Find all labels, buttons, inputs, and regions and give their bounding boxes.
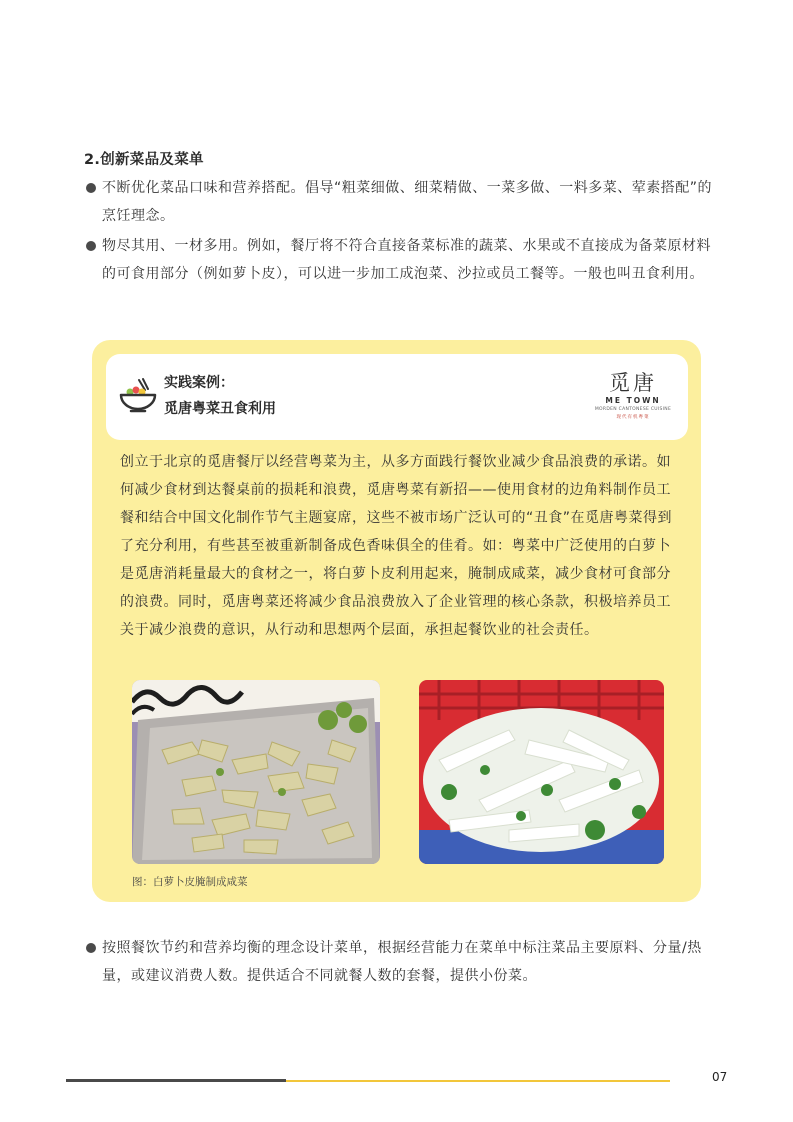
logo-sub: MORDEN CANTONESE CUISINE (594, 407, 672, 412)
footer-rule-gold (286, 1080, 670, 1082)
bullet-list-bottom (84, 934, 714, 990)
logo-en: ME TOWN (605, 396, 661, 405)
case-label-prefix: 实践案例： (164, 375, 234, 391)
logo-cn: 觅唐 (609, 371, 657, 395)
bullet-dot-icon (86, 943, 96, 953)
list-item (84, 232, 714, 288)
case-body-text: 创立于北京的觅唐餐厅以经营粤菜为主，从多方面践行餐饮业减少食品浪费的承诺。如何减少食材到达餐桌前的损耗和浪费，觅唐粤菜有新招——使用食材的边角料制作员工餐和结合中国文化制作节气主题宴席，这些不被市场广泛认可的“丑食”在觅唐粤菜得到了充分利用，有些甚至被重新制备成色香味俱全的佳肴。如：粤菜中广泛使用的白萝卜是觅唐消耗量最大的食材之一，将白萝卜皮利用起来，腌制成咸菜，减少食材可食部分的浪费。同时，觅唐粤菜还将减少食品浪费放入了企业管理的核心条款，积极培养员工关于减少浪费的意识，从行动和思想两个层面，承担起餐饮业的社会责任。 (120, 454, 673, 638)
case-label (164, 370, 276, 422)
photo-radish-basket (419, 680, 664, 864)
case-header (106, 354, 688, 440)
section-title: 2.创新菜品及菜单 (84, 152, 204, 168)
logo-tag: 现代有机粤菜 (616, 415, 650, 420)
photo-caption: 图：白萝卜皮腌制成咸菜 (132, 876, 248, 888)
list-item (84, 174, 714, 230)
footer-rule-dark (66, 1079, 286, 1082)
list-item (84, 934, 714, 990)
page-number: 07 (712, 1070, 728, 1084)
bullet-list-top (84, 174, 714, 288)
bowl-icon (118, 376, 158, 416)
bullet-text: 物尽其用、一材多用。例如，餐厅将不符合直接备菜标准的蔬菜、水果或不直接成为备菜原材料的可食用部分（例如萝卜皮），可以进一步加工成泡菜、沙拉或员工餐等。一般也叫丑食利用。 (102, 238, 711, 282)
bullet-dot-icon (86, 183, 96, 193)
photo-radish-peel-tray (132, 680, 380, 864)
me-town-logo (590, 370, 676, 430)
case-label-title: 觅唐粤菜丑食利用 (164, 401, 276, 417)
case-study-box (92, 340, 701, 902)
bullet-text: 按照餐饮节约和营养均衡的理念设计菜单，根据经营能力在菜单中标注菜品主要原料、分量/热量，或建议消费人数。提供适合不同就餐人数的套餐，提供小份菜。 (102, 940, 702, 984)
bullet-dot-icon (86, 241, 96, 251)
bullet-text: 不断优化菜品口味和营养搭配。倡导“粗菜细做、细菜精做、一菜多做、一料多菜、荤素搭配”的烹饪理念。 (102, 180, 713, 224)
